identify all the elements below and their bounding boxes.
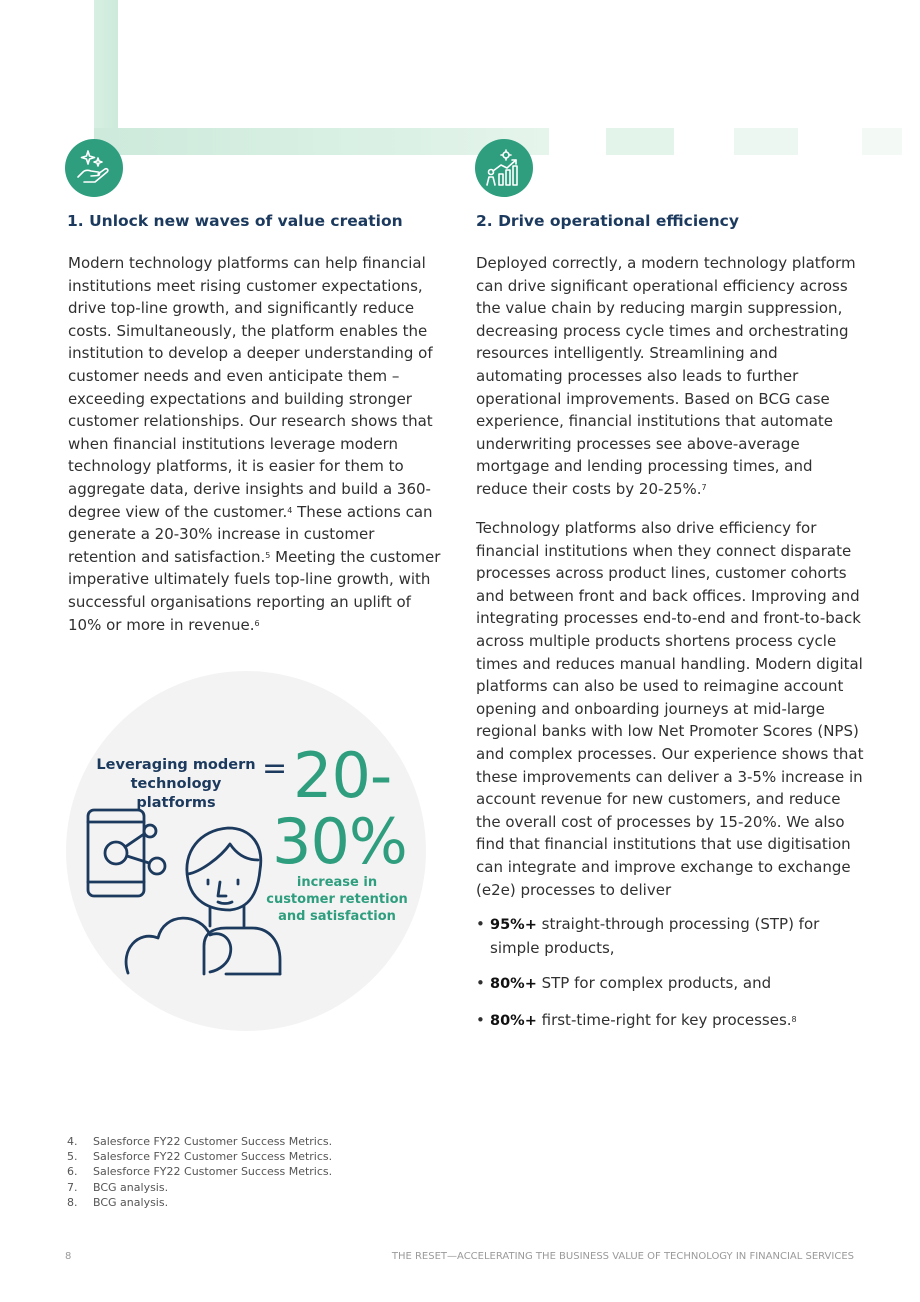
callout-label: Leveraging modern technology platforms [96, 757, 256, 811]
footnotes [67, 1134, 332, 1210]
decorative-block [862, 128, 902, 155]
page-number: 8 [65, 1251, 72, 1262]
section2-paragraph-1: Deployed correctly, a modern technology platform can drive significant operational efficiency across the value chain by reducing margin suppression, decreasing process cycle times and orchestrating resources intelligently. Streamlining and automating processes also leads to further operational improvements. Based on BCG case experience, financial institutions that automate underwriting processes see above-average mortgage and lending processing times, and reduce their costs by 20-25%.$^7$ [476, 254, 856, 498]
decorative-block [734, 128, 798, 155]
section2-paragraph-2: Technology platforms also drive efficiency for financial institutions when they connect disparate processes across product lines, customer cohorts and between front and back offices. Improving and integrating processes end-to-end and front-to-back across multiple products shortens process cycle times and reduces manual handling. Modern digital platforms can also be used to reimagine account opening and onboarding journeys at mid-large regional banks with low Net Promoter Scores (NPS) and complex processes. Our experience shows that these improvements can deliver a 3-5% increase in account revenue for new customers, and reduce the overall cost of processes by 15-20%. We also find that financial institutions that use digitisation can integrate and improve exchange to exchange (e2e) processes to deliver [476, 519, 864, 899]
section1-paragraph: Modern technology platforms can help financial institutions meet rising customer expectations, drive top-line growth, and significantly reduce costs. Simultaneously, the platform enables the institution to develop a deeper understanding of customer needs and even anticipate them – exceeding expectations and building stronger customer relationships. Our research shows that when financial institutions leverage modern technology platforms, it is easier for them to aggregate data, derive insights and build a 360-degree view of the customer.$^4$ These actions can generate a 20-30% increase in customer retention and satisfaction.$^5$ Meeting the customer imperative ultimately fuels top-line growth, with successful organisations reporting an uplift of 10% or more in revenue.$^6$ [68, 254, 441, 634]
running-footer-title: THE RESET—ACCELERATING THE BUSINESS VALUE OF TECHNOLOGY IN FINANCIAL SERVICES [391, 1251, 854, 1262]
footnote: 5. Salesforce FY22 Customer Success Metrics. [67, 1150, 333, 1164]
hand-sparkle-icon [65, 139, 123, 197]
stp-bullet-list [476, 913, 866, 1045]
footnote: 7. BCG analysis. [67, 1180, 169, 1194]
list-item: • 95%+ straight-through processing (STP) for simple products, [476, 913, 866, 959]
footnote: 6. Salesforce FY22 Customer Success Metrics. [67, 1165, 333, 1179]
list-item: • 80%+ first-time-right for key processes.$^8$ [476, 1009, 866, 1033]
callout-value-line1: 20- [293, 739, 392, 812]
footnote: 8. BCG analysis. [67, 1195, 169, 1209]
section2-heading: 2. Drive operational efficiency [476, 212, 739, 230]
growth-chart-gear-icon [475, 139, 533, 197]
footnote: 4. Salesforce FY22 Customer Success Metrics. [67, 1135, 333, 1148]
callout-caption: increase in customer retention and satisfaction [266, 875, 408, 924]
section1-heading: 1. Unlock new waves of value creation [67, 212, 403, 230]
person-with-phone-illustration [80, 800, 290, 980]
decorative-block [606, 128, 674, 155]
callout-value-line2: 30% [272, 805, 407, 878]
list-item: • 80%+ STP for complex products, and [476, 972, 866, 996]
callout-equals: = [262, 751, 288, 786]
